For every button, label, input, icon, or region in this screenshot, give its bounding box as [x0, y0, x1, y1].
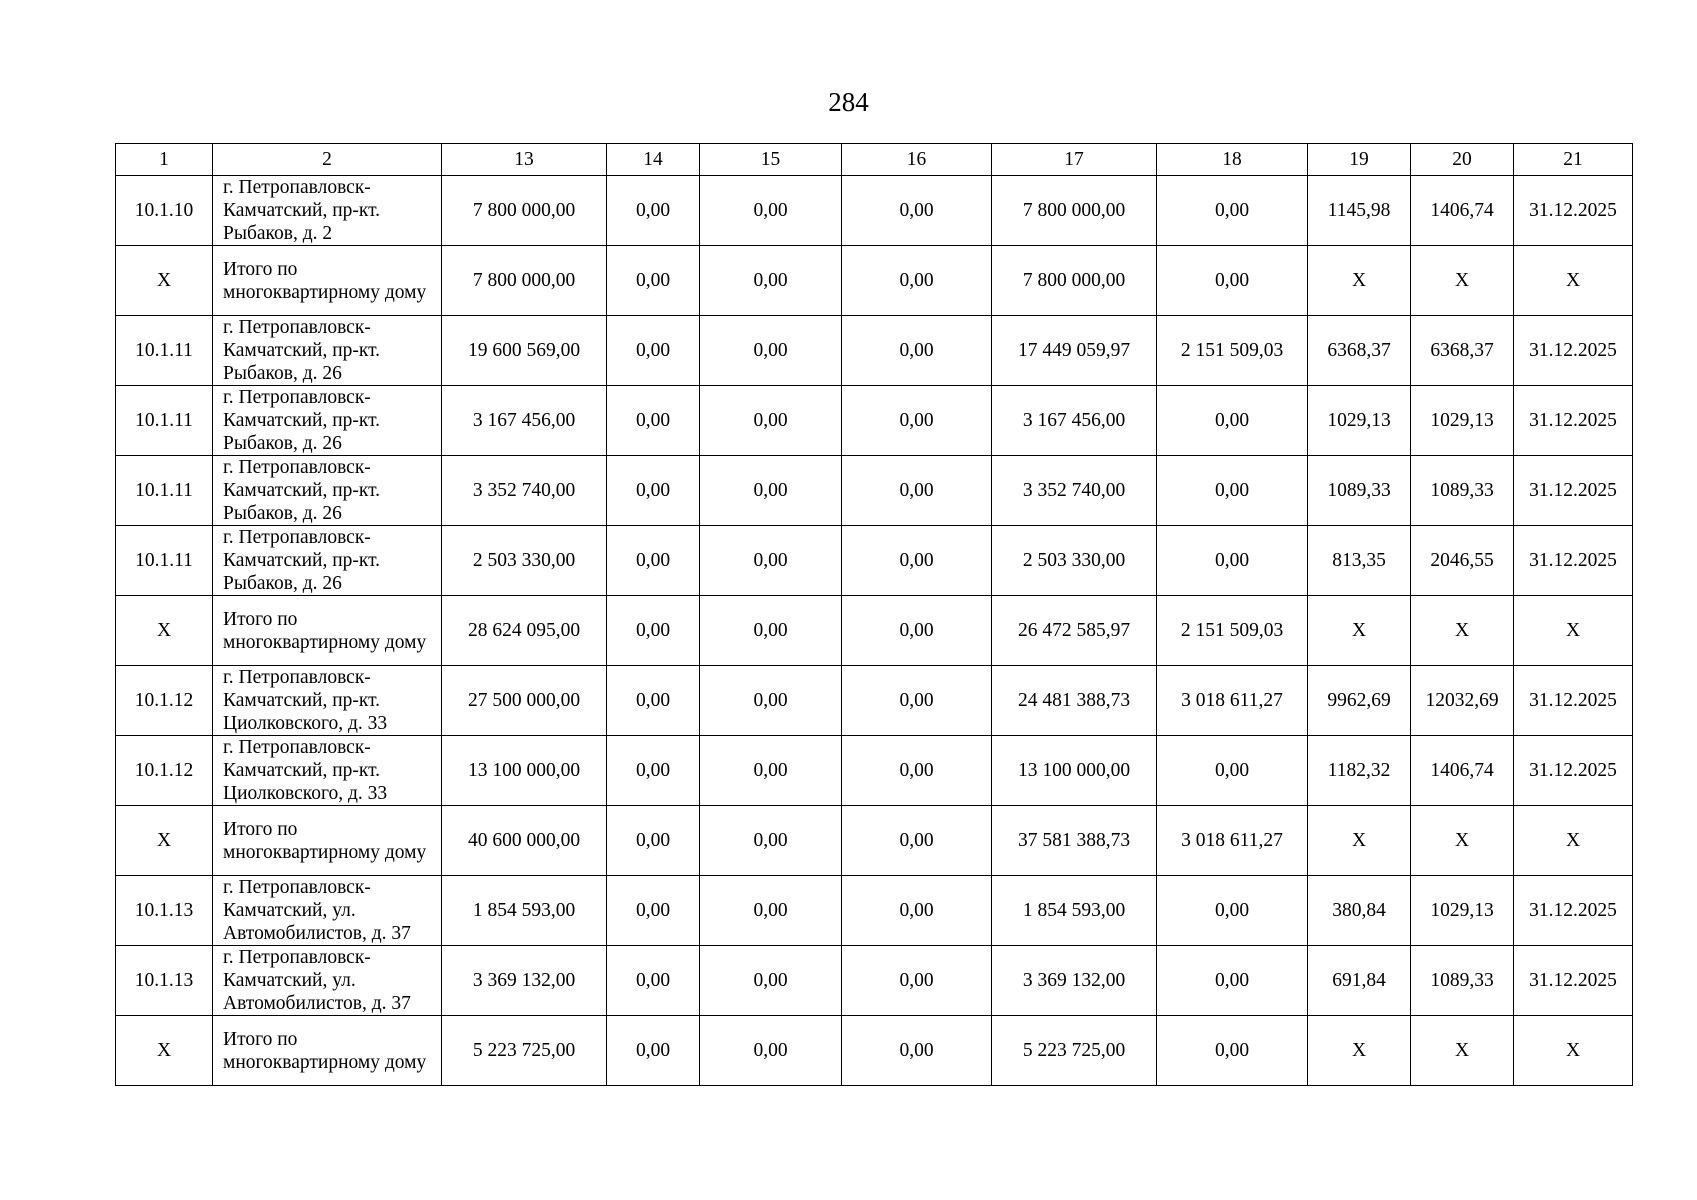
table-cell: 13 100 000,00	[992, 736, 1157, 806]
table-cell: 31.12.2025	[1514, 526, 1633, 596]
table-cell: 0,00	[1157, 246, 1308, 316]
header-row	[116, 144, 1633, 176]
table-cell: 0,00	[1157, 946, 1308, 1016]
table-cell: 0,00	[700, 736, 842, 806]
table-cell: 1 854 593,00	[992, 876, 1157, 946]
table-cell: 17 449 059,97	[992, 316, 1157, 386]
table-row	[116, 946, 1633, 1016]
table-cell: 1089,33	[1411, 456, 1514, 526]
table-cell: 27 500 000,00	[442, 666, 607, 736]
table-cell: 6368,37	[1308, 316, 1411, 386]
column-header: 14	[607, 144, 700, 176]
table-cell: 7 800 000,00	[442, 246, 607, 316]
table-cell: 2 503 330,00	[442, 526, 607, 596]
table-cell: 0,00	[842, 316, 992, 386]
table-row	[116, 386, 1633, 456]
table-cell: 24 481 388,73	[992, 666, 1157, 736]
address-cell: Итого по многоквартирному дому	[213, 596, 442, 666]
address-cell: Итого по многоквартирному дому	[213, 1016, 442, 1086]
address-cell: г. Петропавловск-Камчатский, ул. Автомобилистов, д. 37	[213, 876, 442, 946]
table-cell: 0,00	[607, 526, 700, 596]
column-header: 20	[1411, 144, 1514, 176]
table-cell: 0,00	[700, 386, 842, 456]
table-cell: 0,00	[1157, 876, 1308, 946]
address-cell: г. Петропавловск-Камчатский, пр-кт. Рыбаков, д. 26	[213, 456, 442, 526]
table-cell: 7 800 000,00	[442, 176, 607, 246]
table-cell: 1406,74	[1411, 736, 1514, 806]
address-cell: г. Петропавловск-Камчатский, пр-кт. Циолковского, д. 33	[213, 736, 442, 806]
table-cell: 0,00	[842, 386, 992, 456]
table-cell: 0,00	[607, 316, 700, 386]
table-cell: 10.1.13	[116, 946, 213, 1016]
table-cell: 0,00	[607, 456, 700, 526]
table-cell: X	[1411, 246, 1514, 316]
table-cell: 380,84	[1308, 876, 1411, 946]
table-cell: 26 472 585,97	[992, 596, 1157, 666]
table-cell: 31.12.2025	[1514, 456, 1633, 526]
table-cell: 31.12.2025	[1514, 176, 1633, 246]
table-cell: 1089,33	[1411, 946, 1514, 1016]
table-cell: 0,00	[700, 526, 842, 596]
table-cell: 0,00	[700, 246, 842, 316]
table-cell: 31.12.2025	[1514, 736, 1633, 806]
total-row	[116, 596, 1633, 666]
column-header: 15	[700, 144, 842, 176]
table-cell: 10.1.11	[116, 526, 213, 596]
table-cell: 0,00	[607, 176, 700, 246]
table-cell: X	[116, 1016, 213, 1086]
table-cell: 10.1.12	[116, 736, 213, 806]
table-cell: X	[1411, 1016, 1514, 1086]
table-cell: 9962,69	[1308, 666, 1411, 736]
table-cell: X	[1308, 596, 1411, 666]
data-table	[115, 143, 1633, 1086]
table-cell: 1145,98	[1308, 176, 1411, 246]
table-cell: X	[1308, 806, 1411, 876]
table-cell: 0,00	[607, 596, 700, 666]
table-cell: X	[1308, 1016, 1411, 1086]
table-cell: 3 167 456,00	[992, 386, 1157, 456]
table-row	[116, 666, 1633, 736]
table-cell: X	[1514, 806, 1633, 876]
column-header: 13	[442, 144, 607, 176]
table-cell: 0,00	[842, 876, 992, 946]
table-cell: X	[1514, 1016, 1633, 1086]
address-cell: г. Петропавловск-Камчатский, ул. Автомобилистов, д. 37	[213, 946, 442, 1016]
table-row	[116, 316, 1633, 386]
table-cell: 2 151 509,03	[1157, 316, 1308, 386]
table-cell: 1029,13	[1411, 876, 1514, 946]
table-cell: 40 600 000,00	[442, 806, 607, 876]
table-cell: 3 369 132,00	[442, 946, 607, 1016]
table-cell: 813,35	[1308, 526, 1411, 596]
column-header: 18	[1157, 144, 1308, 176]
table-cell: 0,00	[607, 806, 700, 876]
table-cell: 3 018 611,27	[1157, 666, 1308, 736]
table-cell: 3 369 132,00	[992, 946, 1157, 1016]
table-row	[116, 736, 1633, 806]
table-cell: 0,00	[1157, 176, 1308, 246]
address-cell: г. Петропавловск-Камчатский, пр-кт. Рыбаков, д. 26	[213, 316, 442, 386]
table-cell: 0,00	[842, 456, 992, 526]
column-header: 17	[992, 144, 1157, 176]
table-cell: 31.12.2025	[1514, 946, 1633, 1016]
table-cell: 0,00	[1157, 456, 1308, 526]
table-cell: 2046,55	[1411, 526, 1514, 596]
table-row	[116, 176, 1633, 246]
table-cell: 13 100 000,00	[442, 736, 607, 806]
table-cell: 37 581 388,73	[992, 806, 1157, 876]
table-cell: 6368,37	[1411, 316, 1514, 386]
table-cell: 3 352 740,00	[992, 456, 1157, 526]
table-cell: X	[1514, 596, 1633, 666]
table-cell: 0,00	[842, 596, 992, 666]
column-header: 1	[116, 144, 213, 176]
table-cell: 0,00	[700, 176, 842, 246]
table-cell: 19 600 569,00	[442, 316, 607, 386]
table-body	[116, 176, 1633, 1086]
table-cell: 0,00	[842, 666, 992, 736]
table-cell: 1182,32	[1308, 736, 1411, 806]
table-cell: 0,00	[842, 1016, 992, 1086]
table-cell: 1406,74	[1411, 176, 1514, 246]
table-row	[116, 876, 1633, 946]
table-cell: 0,00	[700, 876, 842, 946]
table-header	[116, 144, 1633, 176]
page-number: 284	[828, 87, 869, 117]
table-cell: 5 223 725,00	[992, 1016, 1157, 1086]
address-cell: Итого по многоквартирному дому	[213, 806, 442, 876]
address-cell: г. Петропавловск-Камчатский, пр-кт. Рыбаков, д. 2	[213, 176, 442, 246]
table-cell: 10.1.11	[116, 316, 213, 386]
total-row	[116, 246, 1633, 316]
table-cell: 0,00	[700, 316, 842, 386]
table-cell: 0,00	[842, 946, 992, 1016]
table-cell: 1029,13	[1411, 386, 1514, 456]
table-cell: X	[1308, 246, 1411, 316]
table-cell: 0,00	[700, 456, 842, 526]
table-cell: 10.1.13	[116, 876, 213, 946]
table-cell: 7 800 000,00	[992, 176, 1157, 246]
table-cell: 5 223 725,00	[442, 1016, 607, 1086]
table-cell: 0,00	[700, 666, 842, 736]
table-cell: X	[116, 596, 213, 666]
table-cell: 2 151 509,03	[1157, 596, 1308, 666]
table-cell: 0,00	[700, 946, 842, 1016]
table-cell: 0,00	[842, 176, 992, 246]
table-cell: 0,00	[607, 736, 700, 806]
table-cell: 0,00	[700, 1016, 842, 1086]
table-cell: 31.12.2025	[1514, 386, 1633, 456]
table-cell: 7 800 000,00	[992, 246, 1157, 316]
table-cell: 12032,69	[1411, 666, 1514, 736]
table-cell: 0,00	[700, 806, 842, 876]
table-cell: 2 503 330,00	[992, 526, 1157, 596]
address-cell: Итого по многоквартирному дому	[213, 246, 442, 316]
table-cell: 0,00	[842, 736, 992, 806]
table-cell: 1089,33	[1308, 456, 1411, 526]
total-row	[116, 806, 1633, 876]
table-row	[116, 456, 1633, 526]
address-cell: г. Петропавловск-Камчатский, пр-кт. Циолковского, д. 33	[213, 666, 442, 736]
address-cell: г. Петропавловск-Камчатский, пр-кт. Рыбаков, д. 26	[213, 386, 442, 456]
table-cell: X	[116, 806, 213, 876]
table-cell: 10.1.12	[116, 666, 213, 736]
table-cell: X	[1411, 596, 1514, 666]
table-cell: 3 352 740,00	[442, 456, 607, 526]
table-cell: 10.1.11	[116, 456, 213, 526]
column-header: 16	[842, 144, 992, 176]
table-row	[116, 526, 1633, 596]
table-cell: 3 018 611,27	[1157, 806, 1308, 876]
table-cell: 0,00	[1157, 736, 1308, 806]
table-cell: 0,00	[700, 596, 842, 666]
table-cell: 10.1.11	[116, 386, 213, 456]
table-cell: 691,84	[1308, 946, 1411, 1016]
table-cell: 31.12.2025	[1514, 316, 1633, 386]
table-cell: 1 854 593,00	[442, 876, 607, 946]
table-cell: X	[1514, 246, 1633, 316]
table-cell: 28 624 095,00	[442, 596, 607, 666]
table-cell: 0,00	[607, 1016, 700, 1086]
table-cell: 0,00	[607, 946, 700, 1016]
table-cell: 3 167 456,00	[442, 386, 607, 456]
table-cell: 31.12.2025	[1514, 876, 1633, 946]
total-row	[116, 1016, 1633, 1086]
table-cell: 31.12.2025	[1514, 666, 1633, 736]
table-cell: 0,00	[1157, 1016, 1308, 1086]
table-cell: 0,00	[842, 526, 992, 596]
table-cell: 0,00	[1157, 526, 1308, 596]
column-header: 21	[1514, 144, 1633, 176]
table-cell: 0,00	[842, 806, 992, 876]
column-header: 19	[1308, 144, 1411, 176]
column-header: 2	[213, 144, 442, 176]
table-cell: X	[1411, 806, 1514, 876]
table-cell: 0,00	[607, 246, 700, 316]
table-cell: 10.1.10	[116, 176, 213, 246]
table-cell: 0,00	[607, 876, 700, 946]
table-cell: 0,00	[1157, 386, 1308, 456]
table-cell: 1029,13	[1308, 386, 1411, 456]
table-cell: 0,00	[607, 666, 700, 736]
table-cell: 0,00	[607, 386, 700, 456]
table-cell: 0,00	[842, 246, 992, 316]
table-cell: X	[116, 246, 213, 316]
address-cell: г. Петропавловск-Камчатский, пр-кт. Рыбаков, д. 26	[213, 526, 442, 596]
